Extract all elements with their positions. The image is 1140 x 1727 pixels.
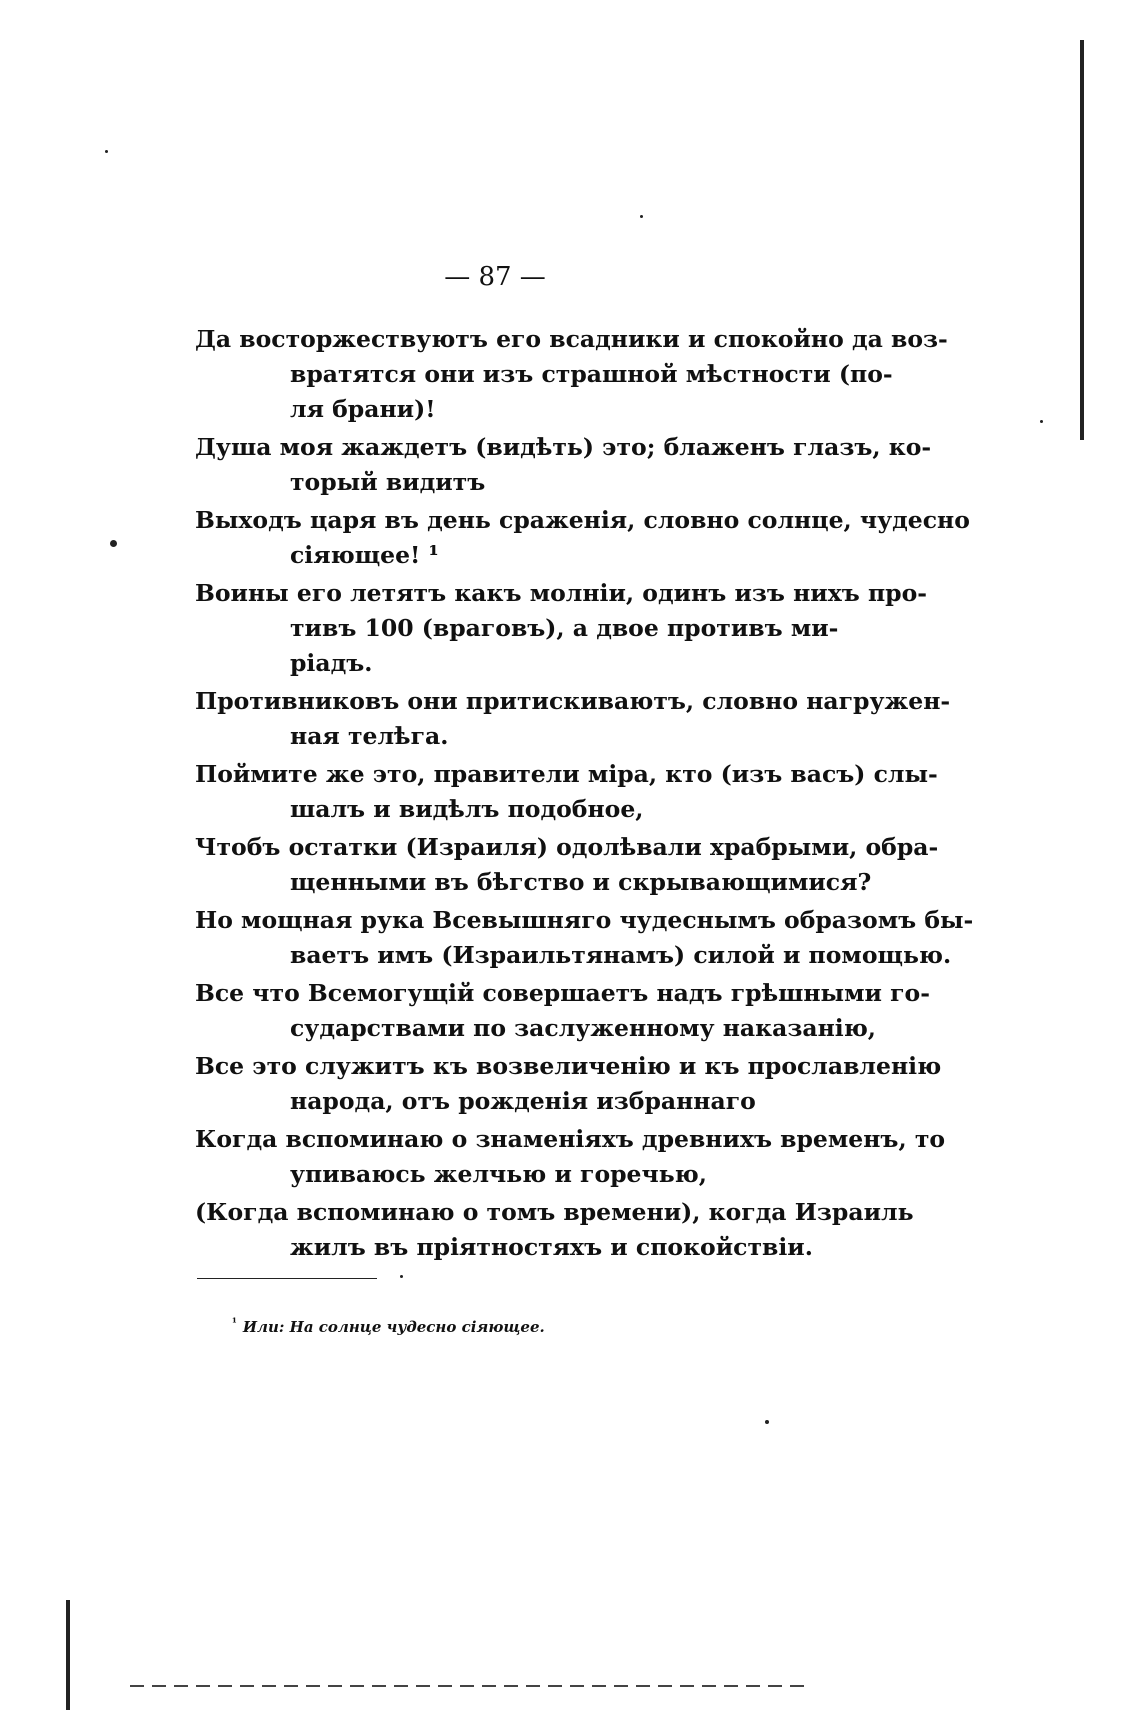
verse bbox=[195, 576, 927, 681]
verse-first-line: Поймите же это, правители міра, кто (изъ васъ) слы- bbox=[195, 760, 938, 788]
verse bbox=[195, 1195, 914, 1265]
verse-continuation: тивъ 100 (враговъ), а двое противъ ми- bbox=[290, 614, 839, 642]
verse-first-line: Все что Всемогущій совершаетъ надъ грѣшными го- bbox=[195, 979, 930, 1007]
scan-edge-mark-right bbox=[1080, 40, 1084, 440]
verse-continuation: упиваюсь желчью и горечью, bbox=[290, 1160, 707, 1188]
verse-continuation: ля брани)! bbox=[290, 395, 436, 423]
footnote-marker: ¹ bbox=[232, 1316, 237, 1329]
verse bbox=[195, 757, 938, 827]
scan-bottom-artifact bbox=[130, 1685, 810, 1687]
verse-list bbox=[195, 322, 974, 1268]
verse-continuation: торый видитъ bbox=[290, 468, 486, 496]
verse-first-line: Все это служитъ къ возвеличенію и къ прославленію bbox=[195, 1052, 942, 1080]
scan-speck bbox=[400, 1275, 403, 1278]
verse bbox=[195, 830, 939, 900]
verse bbox=[195, 1122, 946, 1192]
scan-speck bbox=[765, 1420, 769, 1424]
verse-continuation: ная телѣга. bbox=[290, 722, 449, 750]
verse-first-line: (Когда вспоминаю о томъ времени), когда Израиль bbox=[195, 1198, 914, 1226]
verse-continuation: ріадъ. bbox=[290, 649, 373, 677]
verse-continuation: ваетъ имъ (Израильтянамъ) силой и помощью. bbox=[290, 941, 952, 969]
scan-speck bbox=[105, 150, 108, 153]
verse bbox=[195, 503, 970, 573]
verse bbox=[195, 322, 948, 427]
footnote-separator bbox=[197, 1278, 377, 1279]
footnote-text: Или: На солнце чудесно сіяющее. bbox=[242, 1318, 545, 1336]
verse-first-line: Но мощная рука Всевышняго чудеснымъ образомъ бы- bbox=[195, 906, 974, 934]
verse bbox=[195, 684, 951, 754]
verse-continuation: сударствами по заслуженному наказанію, bbox=[290, 1014, 876, 1042]
verse-first-line: Воины его летятъ какъ молніи, одинъ изъ нихъ про- bbox=[195, 579, 927, 607]
verse-continuation: вратятся они изъ страшной мѣстности (по- bbox=[290, 360, 893, 388]
scan-speck bbox=[1040, 420, 1043, 423]
verse bbox=[195, 430, 932, 500]
verse-continuation: жилъ въ пріятностяхъ и спокойствіи. bbox=[290, 1233, 813, 1261]
scan-speck bbox=[640, 215, 643, 218]
footnote bbox=[232, 1316, 545, 1336]
verse-first-line: Когда вспоминаю о знаменіяхъ древнихъ временъ, то bbox=[195, 1125, 946, 1153]
verse-continuation: сіяющее! ¹ bbox=[290, 541, 439, 569]
scan-speck bbox=[110, 540, 117, 547]
verse-first-line: Противниковъ они притискиваютъ, словно нагружен- bbox=[195, 687, 951, 715]
verse-first-line: Выходъ царя въ день сраженія, словно солнце, чудесно bbox=[195, 506, 970, 534]
verse-continuation: народа, отъ рожденія избраннаго bbox=[290, 1087, 756, 1115]
verse bbox=[195, 903, 974, 973]
verse-first-line: Душа моя жаждетъ (видѣть) это; блаженъ глазъ, ко- bbox=[195, 433, 932, 461]
verse-continuation: шалъ и видѣлъ подобное, bbox=[290, 795, 644, 823]
verse-first-line: Чтобъ остатки (Израиля) одолѣвали храбрыми, обра- bbox=[195, 833, 939, 861]
scan-edge-mark-left bbox=[66, 1600, 70, 1710]
verse-first-line: Да восторжествуютъ его всадники и спокойно да воз- bbox=[195, 325, 948, 353]
verse-continuation: щенными въ бѣгство и скрывающимися? bbox=[290, 868, 872, 896]
verse bbox=[195, 976, 930, 1046]
page-number: — 87 — bbox=[444, 262, 546, 292]
verse bbox=[195, 1049, 942, 1119]
